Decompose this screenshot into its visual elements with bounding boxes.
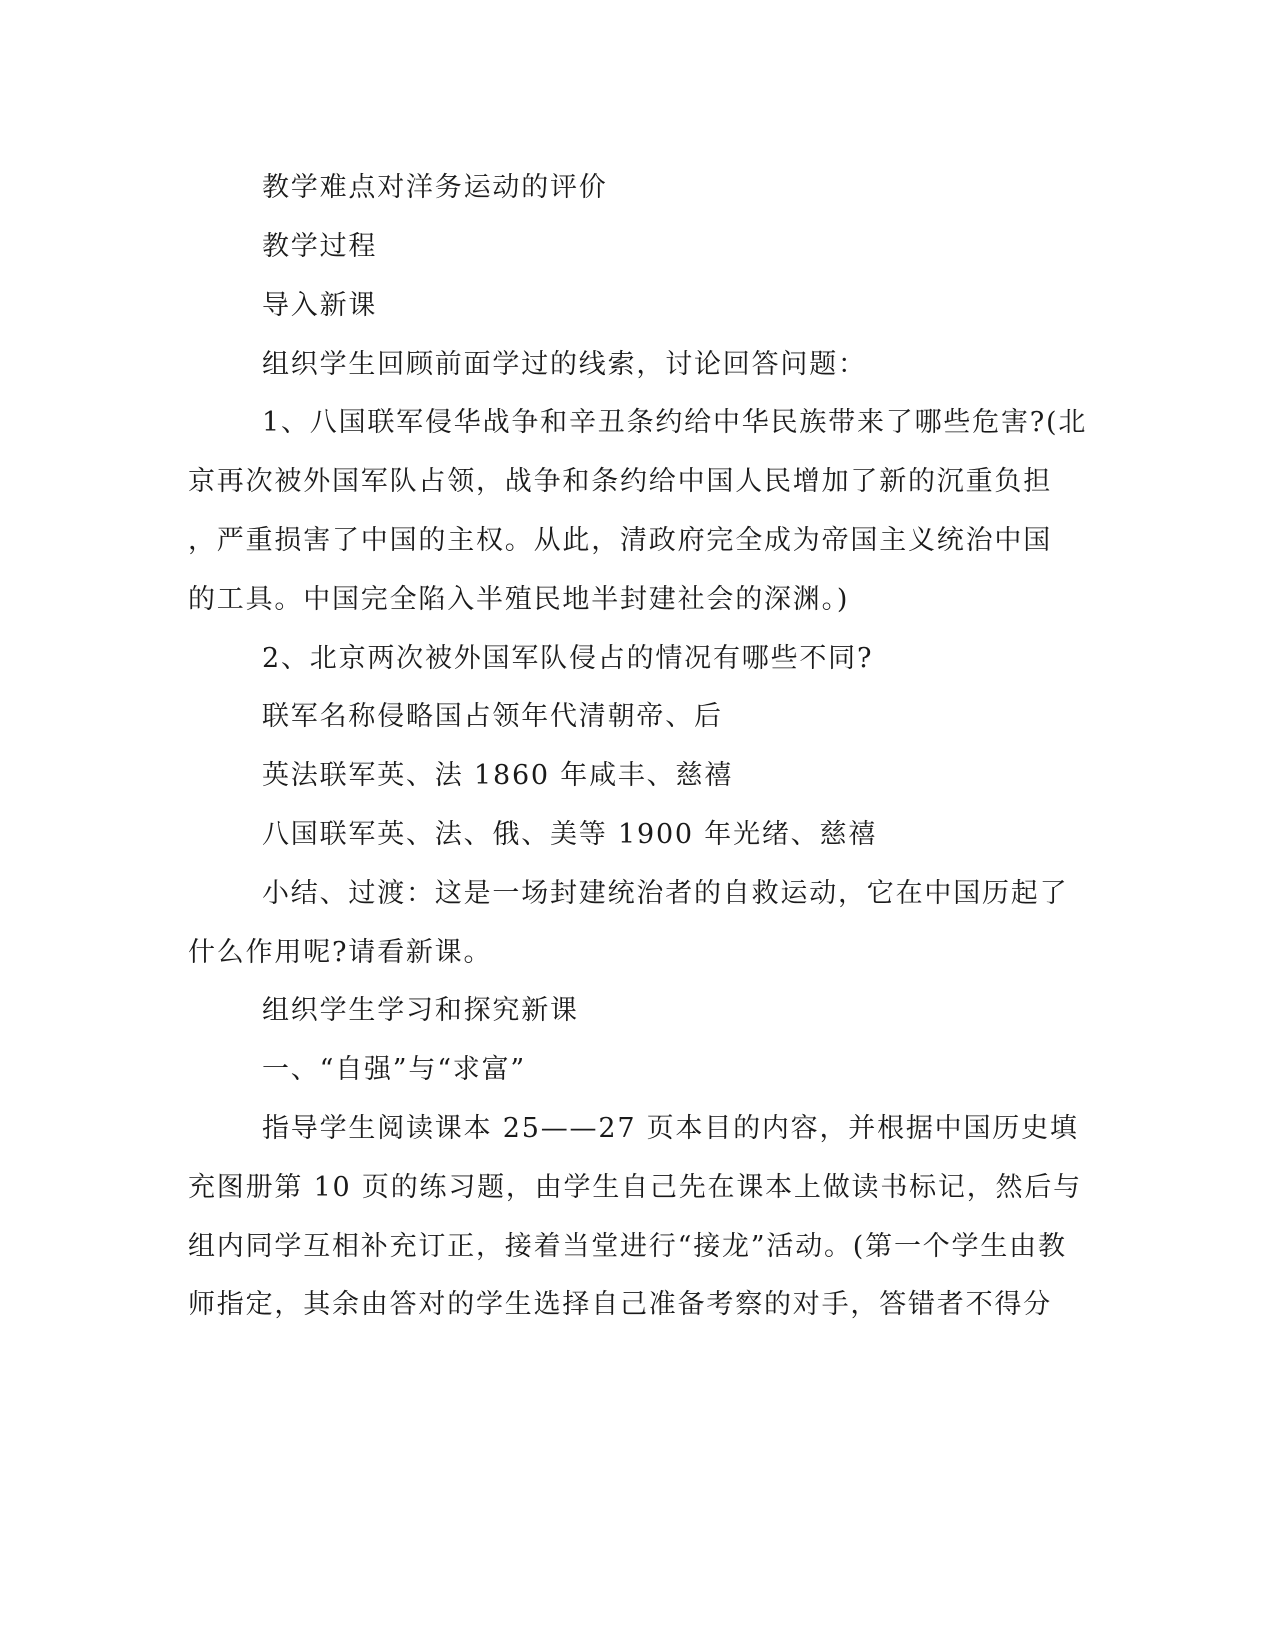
paragraph-line: 组内同学互相补充订正，接着当堂进行“接龙”活动。(第一个学生由教: [188, 1231, 1067, 1262]
paragraph-line: 京再次被外国军队占领，战争和条约给中国人民增加了新的沉重负担: [188, 466, 1052, 497]
paragraph-line: 联军名称侵略国占领年代清朝帝、后: [262, 701, 723, 732]
paragraph-line: 组织学生回顾前面学过的线索，讨论回答问题：: [262, 349, 867, 380]
paragraph-line: 一、“自强”与“求富”: [262, 1054, 527, 1085]
paragraph-line: 指导学生阅读课本 25——27 页本目的内容，并根据中国历史填: [262, 1113, 1079, 1144]
paragraph-line: 1、八国联军侵华战争和辛丑条约给中华民族带来了哪些危害?(北: [262, 407, 1088, 438]
paragraph-line: 教学难点对洋务运动的评价: [262, 172, 608, 203]
paragraph-line: 师指定，其余由答对的学生选择自己准备考察的对手，答错者不得分: [188, 1289, 1052, 1320]
paragraph-line: 教学过程: [262, 231, 378, 262]
paragraph-line: 导入新课: [262, 290, 378, 321]
paragraph-line: 的工具。中国完全陷入半殖民地半封建社会的深渊。): [188, 584, 850, 615]
paragraph-line: ，严重损害了中国的主权。从此，清政府完全成为帝国主义统治中国: [188, 525, 1052, 556]
paragraph-line: 2、北京两次被外国军队侵占的情况有哪些不同?: [262, 643, 874, 674]
paragraph-line: 英法联军英、法 1860 年咸丰、慈禧: [262, 760, 734, 791]
paragraph-line: 组织学生学习和探究新课: [262, 995, 579, 1026]
paragraph-line: 充图册第 10 页的练习题，由学生自己先在课本上做读书标记，然后与: [188, 1172, 1082, 1203]
paragraph-line: 八国联军英、法、俄、美等 1900 年光绪、慈禧: [262, 819, 878, 850]
paragraph-line: 小结、过渡：这是一场封建统治者的自救运动，它在中国历起了: [262, 878, 1069, 909]
paragraph-line: 什么作用呢?请看新课。: [188, 937, 493, 968]
